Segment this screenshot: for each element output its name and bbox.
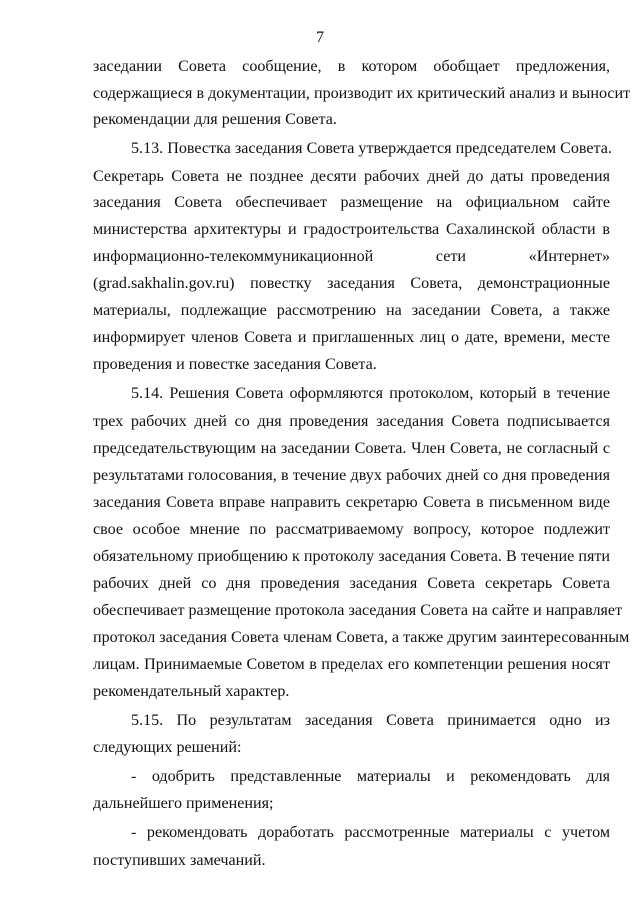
text-line: свое особое мнение по рассматриваемому вопросу, которое подлежит: [93, 521, 610, 538]
list-item-2-first-line: - рекомендовать доработать рассмотренные материалы с учетом: [131, 824, 610, 841]
page-number: 7: [316, 29, 324, 46]
text-line: проведения и повестке заседания Совета.: [93, 356, 377, 373]
text-line: председательствующим на заседании Совета. Член Совета, не согласный с: [93, 440, 610, 457]
text-line: лицам. Принимаемые Советом в пределах его компетенции решения носят: [93, 656, 610, 673]
text-line: рекомендательный характер.: [93, 683, 290, 700]
text-line: поступивших замечаний.: [93, 852, 266, 869]
paragraph-5-13-first-line: 5.13. Повестка заседания Совета утверждается председателем Совета.: [131, 140, 612, 157]
text-line: Секретарь Совета не позднее десяти рабочих дней до даты проведения: [93, 168, 610, 185]
text-line: содержащиеся в документации, производит их критический анализ и выносит: [93, 85, 631, 102]
text-line: информирует членов Совета и приглашенных лиц о дате, времени, месте: [93, 329, 610, 346]
text-line: трех рабочих дней со дня проведения заседания Совета подписывается: [93, 413, 610, 430]
text-line: заседании Совета сообщение, в котором обобщает предложения,: [93, 58, 610, 75]
text-line: обеспечивает размещение протокола заседания Совета на сайте и направляет: [93, 602, 623, 619]
text-line: рекомендации для решения Совета.: [93, 111, 337, 128]
text-line: заседания Совета вправе направить секретарю Совета в письменном виде: [93, 494, 610, 511]
text-line: информационно-телекоммуникационной сети «Интернет»: [93, 248, 610, 265]
paragraph-5-15-first-line: 5.15. По результатам заседания Совета принимается одно из: [131, 712, 610, 729]
text-line: (grad.sakhalin.gov.ru) повестку заседания Совета, демонстрационные: [93, 275, 610, 292]
text-line: рабочих дней со дня проведения заседания Совета секретарь Совета: [93, 575, 610, 592]
text-line: обязательному приобщению к протоколу заседания Совета. В течение пяти: [93, 548, 610, 565]
text-line: следующих решений:: [93, 739, 242, 756]
text-line: результатами голосования, в течение двух рабочих дней со дня проведения: [93, 467, 610, 484]
text-line: протокол заседания Совета членам Совета, а также другим заинтересованным: [93, 629, 630, 646]
text-line: министерства архитектуры и градостроительства Сахалинской области в: [93, 221, 610, 238]
list-item-1-first-line: - одобрить представленные материалы и рекомендовать для: [131, 768, 610, 785]
text-line: материалы, подлежащие рассмотрению на заседании Совета, а также: [93, 302, 610, 319]
paragraph-5-14-first-line: 5.14. Решения Совета оформляются протоколом, который в течение: [131, 385, 610, 402]
text-line: дальнейшего применения;: [93, 795, 274, 812]
text-line: заседания Совета обеспечивает размещение на официальном сайте: [93, 194, 610, 211]
